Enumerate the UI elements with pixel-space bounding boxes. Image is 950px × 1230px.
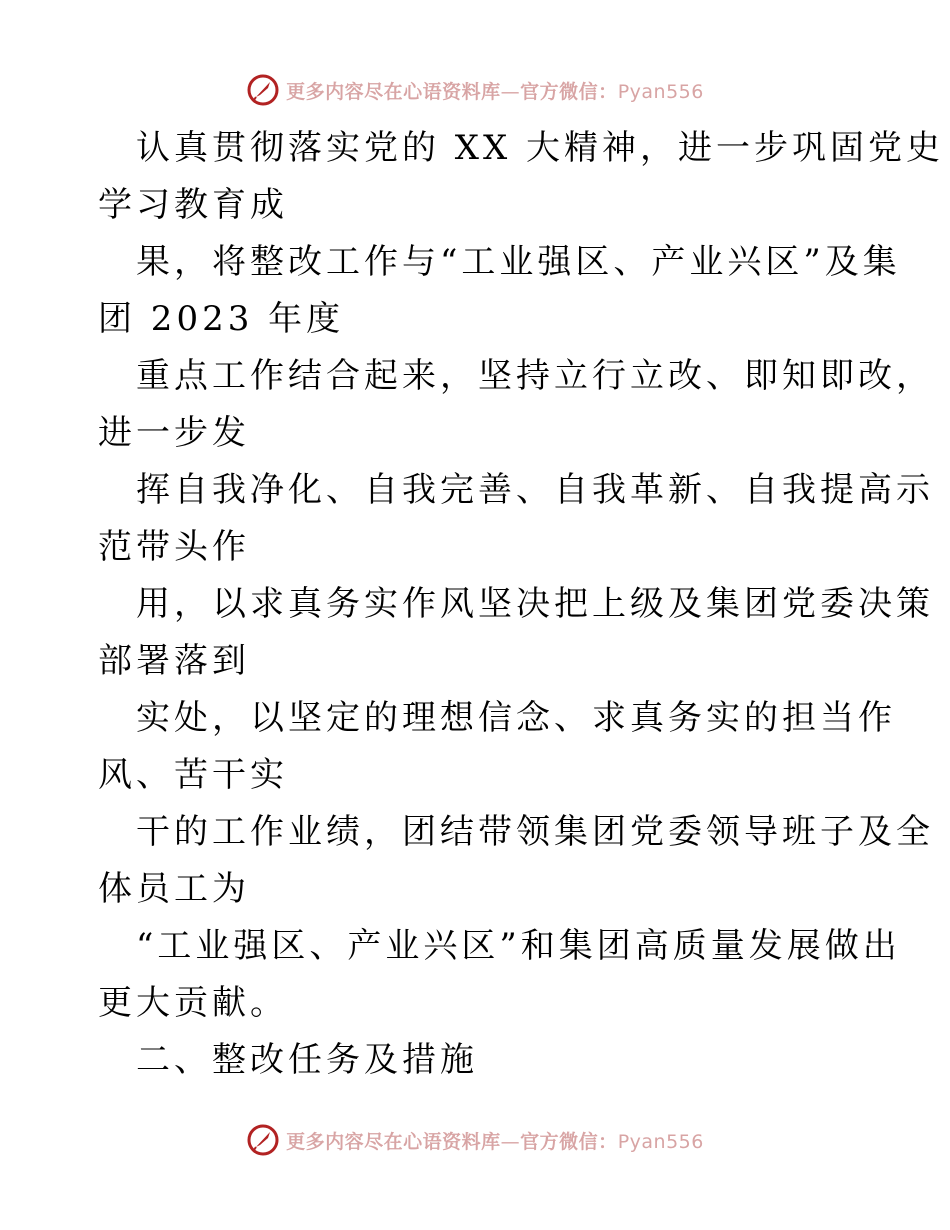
header-watermark (0, 70, 950, 110)
text-line: 进一步发 (98, 413, 250, 453)
text-line: 认真贯彻落实党的 XX 大精神，进一步巩固党史 (136, 128, 945, 168)
watermark-separator: — (500, 80, 521, 103)
quill-logo-icon (246, 1123, 280, 1157)
text-line: 范带头作 (98, 527, 250, 567)
watermark-group (246, 1123, 704, 1157)
section-heading: 二、整改任务及措施 (136, 1040, 478, 1080)
quill-logo-icon (246, 73, 280, 107)
text-line: 挥自我净化、自我完善、自我革新、自我提高示 (136, 470, 934, 510)
text-line: 用，以求真务实作风坚决把上级及集团党委决策 (136, 584, 934, 624)
text-line: 重点工作结合起来，坚持立行立改、即知即改， (136, 356, 934, 396)
watermark-site-name: 更多内容尽在心语资料库 (286, 80, 501, 103)
watermark-text (286, 77, 704, 104)
text-line: 干的工作业绩，团结带领集团党委领导班子及全 (136, 812, 934, 852)
text-line: 学习教育成 (98, 185, 288, 225)
text-line: 部署落到 (98, 641, 250, 681)
text-line: 团 2023 年度 (98, 299, 345, 339)
watermark-id: Pyan556 (617, 80, 704, 103)
watermark-group (246, 73, 704, 107)
text-line: 更大贡献。 (98, 983, 288, 1023)
text-line: 体员工为 (98, 869, 250, 909)
footer-watermark (0, 1120, 950, 1160)
text-line: 实处，以坚定的理想信念、求真务实的担当作 (136, 698, 896, 738)
text-line: 风、苦干实 (98, 755, 288, 795)
watermark-label: 官方微信： (520, 1130, 618, 1153)
text-line: “工业强区、产业兴区”和集团高质量发展做出 (136, 926, 901, 966)
watermark-separator: — (500, 1130, 521, 1153)
watermark-text (286, 1127, 704, 1154)
text-line: 果，将整改工作与“工业强区、产业兴区”及集 (136, 242, 901, 282)
watermark-id: Pyan556 (617, 1130, 704, 1153)
body-text (98, 120, 945, 1089)
watermark-label: 官方微信： (520, 80, 618, 103)
watermark-site-name: 更多内容尽在心语资料库 (286, 1130, 501, 1153)
